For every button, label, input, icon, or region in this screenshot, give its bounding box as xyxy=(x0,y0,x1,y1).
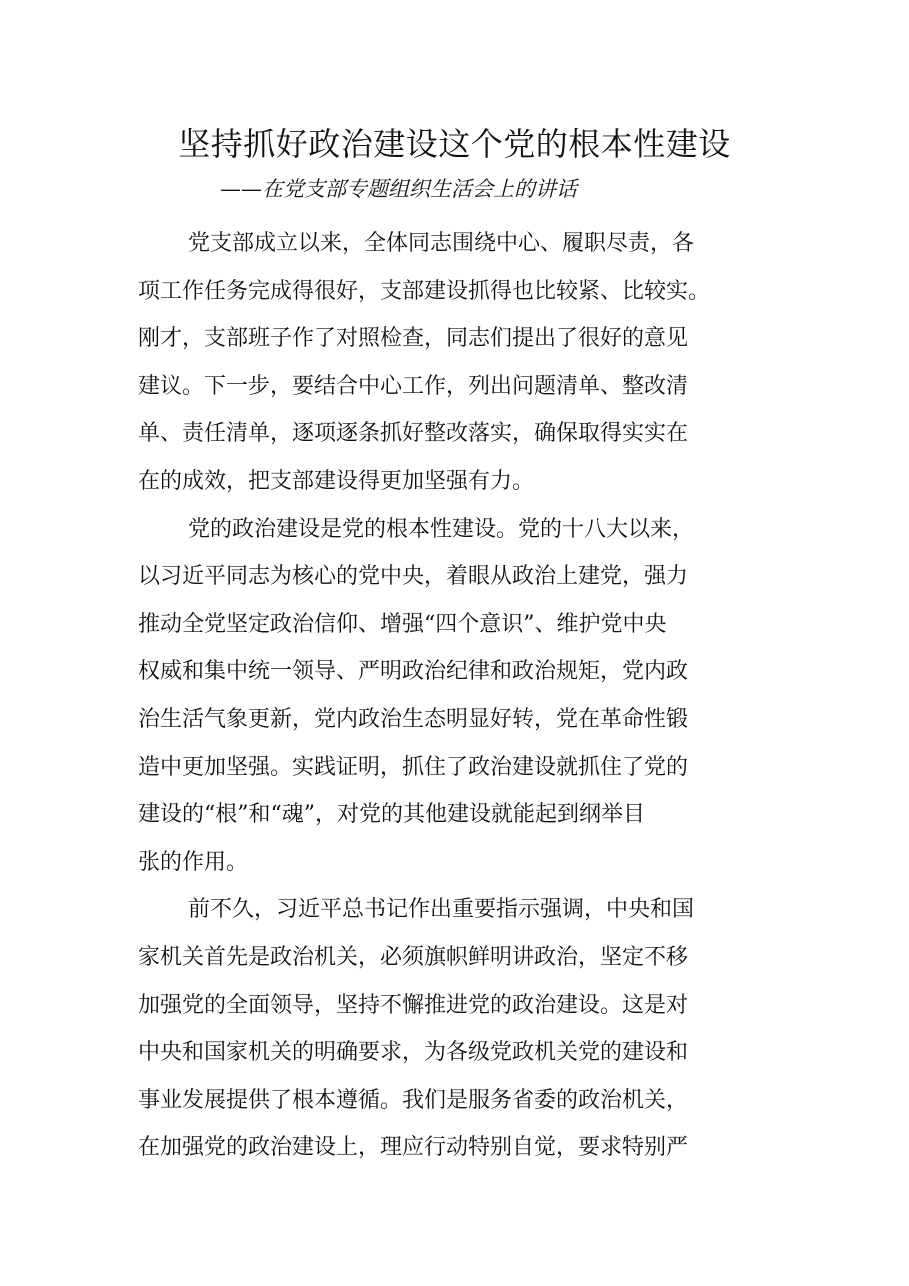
text-line: 党支部成立以来，全体同志围绕中心、履职尽责，各 xyxy=(188,231,695,256)
text-line: 以习近平同志为核心的党中央，着眼从政治上建党，强力 xyxy=(138,564,689,590)
text-line: 建设的“根”和“魂”，对党的其他建设就能起到纲举目 xyxy=(138,802,645,828)
text-line: 事业发展提供了根本遵循。我们是服务省委的政治机关， xyxy=(138,1087,689,1113)
paragraph-2 xyxy=(138,506,778,887)
text-line: 家机关首先是政治机关，必须旗帜鲜明讲政治，坚定不移 xyxy=(138,944,689,970)
text-line: 加强党的全面领导，坚持不懈推进党的政治建设。这是对 xyxy=(138,992,689,1018)
document-subtitle: ——在党支部专题组织生活会上的讲话 xyxy=(220,177,577,201)
text-line: 项工作任务完成得很好，支部建设抓得也比较紧、比较实。 xyxy=(138,278,711,304)
text-line: 前不久，习近平总书记作出重要指示强调，中央和国 xyxy=(188,897,695,923)
text-line: 中央和国家机关的明确要求，为各级党政机关党的建设和 xyxy=(138,1040,689,1066)
text-line: 权威和集中统一领导、严明政治纪律和政治规矩，党内政 xyxy=(138,659,689,685)
text-line: 刚才，支部班子作了对照检查，同志们提出了很好的意见 xyxy=(138,326,689,352)
text-line: 造中更加坚强。实践证明，抓住了政治建设就抓住了党的 xyxy=(138,754,689,780)
text-line: 治生活气象更新，党内政治生态明显好转，党在革命性锻 xyxy=(138,706,689,732)
paragraph-1 xyxy=(138,220,778,506)
text-line: 张的作用。 xyxy=(138,849,249,875)
text-line: 建议。下一步，要结合中心工作，列出问题清单、整改清 xyxy=(138,373,689,399)
paragraph-3 xyxy=(138,886,778,1172)
text-line: 在的成效，把支部建设得更加坚强有力。 xyxy=(138,468,535,494)
text-line: 在加强党的政治建设上，理应行动特别自觉，要求特别严 xyxy=(138,1135,689,1161)
text-line: 单、责任清单，逐项逐条抓好整改落实，确保取得实实在 xyxy=(138,421,689,447)
text-line: 推动全党坚定政治信仰、增强“四个意识”、维护党中央 xyxy=(138,611,667,637)
document-title: 坚持抓好政治建设这个党的根本性建设 xyxy=(178,125,731,163)
document-body xyxy=(138,220,778,1172)
text-line: 党的政治建设是党的根本性建设。党的十八大以来， xyxy=(188,516,695,542)
